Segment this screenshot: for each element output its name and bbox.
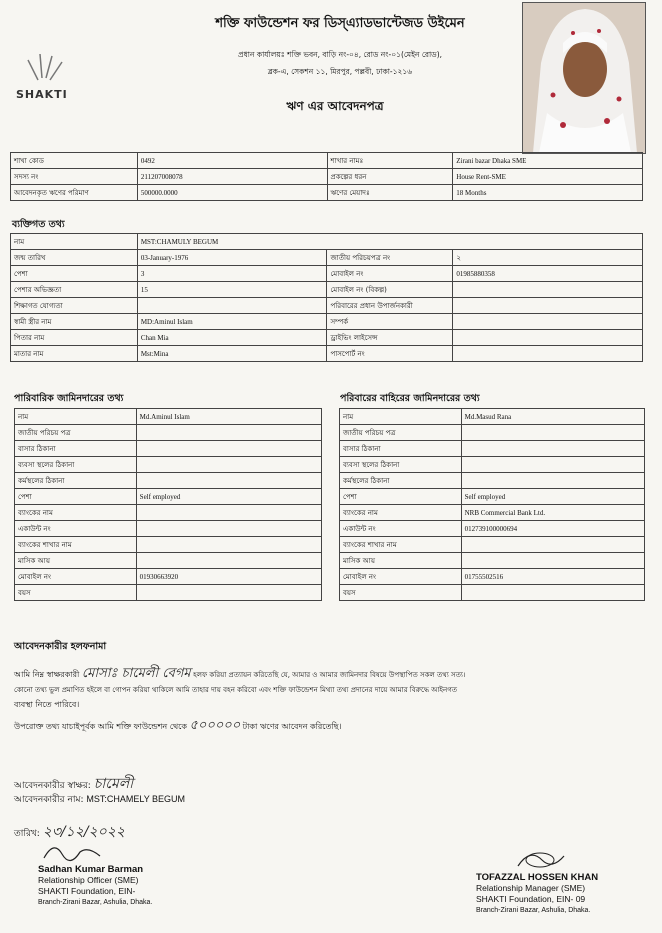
applicant-name-footer: MST:CHAMELY BEGUM: [86, 794, 186, 804]
officer-left-branch: Branch-Zirani Bazar, Ashulia, Dhaka.: [38, 899, 153, 906]
officer-left-stamp: [38, 864, 152, 908]
alt-mobile-label: মোবাইল নং (বিকল্প): [327, 282, 453, 298]
og-label: মোবাইল নং: [340, 569, 462, 585]
driving-license-label: ড্রাইভিং লাইসেন্স: [327, 330, 453, 346]
education-value: [137, 298, 327, 314]
table-row: [340, 409, 645, 425]
fg-value: Self employed: [136, 489, 321, 505]
officer-right-stamp: [476, 872, 598, 916]
fg-value: [136, 457, 321, 473]
affidavit-line-2: কোনো তথ্য ভুল প্রমাণিত হইলে বা গোপন করিয়া থাকিলে আমি তাহার দায় বহন করিবো এবং শক্তি ফাউন্ডেশন মিথ্যা তথ্য প্রদানের দায়ে আমার বিরুদ্ধে আইনগত: [14, 686, 458, 694]
table-row: [11, 282, 643, 298]
experience-value: 15: [137, 282, 327, 298]
family-guarantor-table: [14, 408, 322, 601]
handwritten-name: মোসাঃ চামেলী বেগম: [81, 666, 191, 681]
table-row: [340, 489, 645, 505]
og-label: মাসিক আয়: [340, 553, 462, 569]
officer-right-branch: Branch-Zirani Bazar, Ashulia, Dhaka.: [476, 907, 591, 914]
applicant-name-label: নাম: [11, 234, 138, 250]
passport-label: পাসপোর্ট নং: [327, 346, 453, 362]
og-label: পেশা: [340, 489, 462, 505]
table-row: [340, 553, 645, 569]
table-row: [11, 314, 643, 330]
fg-label: কর্মস্থলের ঠিকানা: [15, 473, 137, 489]
table-row: [11, 346, 643, 362]
og-value: 012739100000694: [461, 521, 644, 537]
fg-label: ব্যাংকের নাম: [15, 505, 137, 521]
table-row: [15, 569, 322, 585]
applicant-name-label-footer: আবেদনকারীর নাম:: [14, 795, 84, 805]
og-value: [461, 537, 644, 553]
spouse-name-label: স্বামী স্ত্রীর নাম: [11, 314, 138, 330]
alt-mobile-value: [453, 282, 643, 298]
og-label: ব্যাংকের নাম: [340, 505, 462, 521]
officer-left-org: SHAKTI Foundation, EIN-: [38, 886, 136, 896]
officer-right-name: TOFAZZAL HOSSEN KHAN: [476, 872, 599, 883]
father-name-value: Chan Mia: [137, 330, 327, 346]
loan-amount-label: আবেদনকৃত ঋণের পরিমাণ: [11, 185, 138, 201]
affidavit-line-1: [14, 664, 654, 685]
fg-value: [136, 521, 321, 537]
table-row: [340, 425, 645, 441]
nid-label: জাতীয় পরিচয়পত্র নং: [327, 250, 453, 266]
relation-label: সম্পর্ক: [327, 314, 453, 330]
mother-name-label: মাতার নাম: [11, 346, 138, 362]
officer-left-title: Relationship Officer (SME): [38, 875, 139, 885]
table-row: [15, 489, 322, 505]
table-row: [11, 185, 643, 201]
officer-right-org-tail: 09: [575, 894, 586, 904]
officer-left-name: Sadhan Kumar Barman: [38, 864, 144, 875]
loan-duration-value: 18 Months: [453, 185, 643, 201]
og-label: ব্যবসা স্থলের ঠিকানা: [340, 457, 462, 473]
fg-value: [136, 505, 321, 521]
organization-name: শক্তি ফাউন্ডেশন ফর ডিস্‌এ্যাডভান্টেজড উইমেন: [215, 16, 465, 31]
officer-left-signature-icon: [40, 836, 110, 866]
table-row: [340, 441, 645, 457]
table-row: [11, 250, 643, 266]
table-row: [15, 473, 322, 489]
affidavit-line-3: ব্যবস্থা নিতে পারিবে।: [14, 700, 80, 709]
fg-label: নাম: [15, 409, 137, 425]
occupation-value: 3: [137, 266, 327, 282]
og-value: [461, 425, 644, 441]
fg-value: Md.Aminul Islam: [136, 409, 321, 425]
affidavit-text: হলফ করিয়া প্রত্যায়ন করিতেছি যে, আমার ও আমার জামিনদার বিষয়ে উপস্থাপিত সকল তথ্য সত্য।: [193, 671, 466, 679]
date-label: তারিখ:: [14, 829, 40, 839]
fg-label: একাউন্ট নং: [15, 521, 137, 537]
table-row: [340, 569, 645, 585]
og-value: NRB Commercial Bank Ltd.: [461, 505, 644, 521]
address-line-2: ব্লক-এ, সেকশন ১১, মিরপুর, পল্লবী, ঢাকা-১২১৬: [267, 67, 413, 76]
spouse-name-value: MD:Aminul Islam: [137, 314, 327, 330]
table-row: [15, 425, 322, 441]
mother-name-value: Mst:Mina: [137, 346, 327, 362]
og-label: জাতীয় পরিচয় পত্র: [340, 425, 462, 441]
fg-value: 01930663920: [136, 569, 321, 585]
branch-name-value: Zirani bazar Dhaka SME: [453, 153, 643, 169]
og-label: বয়স: [340, 585, 462, 601]
table-row: [15, 521, 322, 537]
dob-value: 03-January-1976: [137, 250, 327, 266]
og-value: [461, 441, 644, 457]
occupation-label: পেশা: [11, 266, 138, 282]
table-row: [15, 457, 322, 473]
table-row: [11, 234, 643, 250]
father-name-label: পিতার নাম: [11, 330, 138, 346]
nid-value: ২: [453, 250, 643, 266]
table-row: [15, 409, 322, 425]
table-row: [15, 537, 322, 553]
table-row: [11, 298, 643, 314]
og-value: [461, 585, 644, 601]
table-row: [15, 441, 322, 457]
og-label: বাসার ঠিকানা: [340, 441, 462, 457]
branch-code-value: 0492: [137, 153, 327, 169]
handwritten-amount: ৫০০০০০: [189, 718, 241, 733]
loan-duration-label: ঋণের মেয়াদঃ: [327, 185, 453, 201]
fg-value: [136, 425, 321, 441]
og-value: Md.Masud Rana: [461, 409, 644, 425]
officer-right-title: Relationship Manager (SME): [476, 883, 586, 893]
experience-label: পেশার অভিজ্ঞতা: [11, 282, 138, 298]
affidavit-line-4: [14, 716, 342, 737]
fg-value: [136, 553, 321, 569]
og-label: কর্মস্থলের ঠিকানা: [340, 473, 462, 489]
applicant-portrait-icon: [523, 3, 645, 153]
branch-code-label: শাখা কোড: [11, 153, 138, 169]
fg-label: বাসার ঠিকানা: [15, 441, 137, 457]
applicant-signature: চামেলী: [93, 776, 134, 792]
passport-value: [453, 346, 643, 362]
loan-amount-value: 500000.0000: [137, 185, 327, 201]
applicant-photo: [522, 2, 646, 154]
outside-guarantor-table: [339, 408, 645, 601]
fg-value: [136, 473, 321, 489]
affidavit-heading: আবেদনকারীর হলফনামা: [14, 641, 107, 652]
fg-value: [136, 441, 321, 457]
table-row: [340, 505, 645, 521]
table-row: [340, 537, 645, 553]
main-earner-value: [453, 298, 643, 314]
og-label: নাম: [340, 409, 462, 425]
dob-label: জন্ম তারিখ: [11, 250, 138, 266]
personal-info-table: [10, 233, 643, 362]
affidavit-text: আমি নিম্ন স্বাক্ষরকারী: [14, 670, 80, 679]
officer-right-org-row: [476, 894, 598, 905]
affidavit-text: উপরোক্ত তথ্য যাচাইপূর্বক আমি শক্তি ফাউন্ডেশন থেকে: [14, 722, 187, 731]
fg-label: মাসিক আয়: [15, 553, 137, 569]
signature-label: আবেদনকারীর স্বাক্ষর:: [14, 781, 91, 791]
member-no-label: সদস্য নং: [11, 169, 138, 185]
affidavit-text: টাকা ঋণের আবেদন করিতেছি।: [242, 722, 342, 731]
og-value: Self employed: [461, 489, 644, 505]
outside-guarantor-heading: পরিবারের বাহিরের জামিনদারের তথ্য: [340, 393, 480, 404]
mobile-value: 01985880358: [453, 266, 643, 282]
og-value: 01755502516: [461, 569, 644, 585]
personal-info-heading: ব্যক্তিগত তথ্য: [12, 219, 65, 230]
driving-license-value: [453, 330, 643, 346]
mobile-label: মোবাইল নং: [327, 266, 453, 282]
education-label: শিক্ষাগত যোগ্যতা: [11, 298, 138, 314]
project-type-value: House Rent-SME: [453, 169, 643, 185]
logo-text: SHAKTI: [16, 88, 68, 101]
family-guarantor-heading: পারিবারিক জামিনদারের তথ্য: [14, 393, 124, 404]
fg-label: ব্যবসা স্থলের ঠিকানা: [15, 457, 137, 473]
table-row: [340, 473, 645, 489]
table-row: [11, 266, 643, 282]
handwritten-date: ২৩/১২/২০২২: [42, 824, 125, 840]
og-label: একাউন্ট নং: [340, 521, 462, 537]
table-row: [11, 169, 643, 185]
fg-label: পেশা: [15, 489, 137, 505]
member-no-value: 211207008078: [137, 169, 327, 185]
table-row: [15, 553, 322, 569]
table-row: [340, 585, 645, 601]
og-value: [461, 473, 644, 489]
fg-label: বয়স: [15, 585, 137, 601]
og-value: [461, 553, 644, 569]
loan-info-table: [10, 152, 643, 201]
table-row: [15, 585, 322, 601]
og-label: ব্যাংকের শাখার নাম: [340, 537, 462, 553]
fg-label: মোবাইল নং: [15, 569, 137, 585]
relation-value: [453, 314, 643, 330]
branch-name-label: শাখার নামঃ: [327, 153, 453, 169]
form-title: ঋণ এর আবেদনপত্র: [286, 99, 384, 113]
main-earner-label: পরিবারের প্রধান উপার্জনকারী: [327, 298, 453, 314]
table-row: [340, 521, 645, 537]
og-value: [461, 457, 644, 473]
table-row: [15, 505, 322, 521]
applicant-name-value: MST:CHAMULY BEGUM: [137, 234, 642, 250]
fg-value: [136, 585, 321, 601]
table-row: [340, 457, 645, 473]
table-row: [11, 153, 643, 169]
fg-label: ব্যাংকের শাখার নাম: [15, 537, 137, 553]
applicant-name-row: [14, 792, 185, 807]
address-line-1: প্রধান কার্যালয়ঃ শক্তি ভবন, বাড়ি নং-০৪, রোড নং-০১(মেইন রোড),: [237, 50, 443, 59]
fg-value: [136, 537, 321, 553]
fg-label: জাতীয় পরিচয় পত্র: [15, 425, 137, 441]
table-row: [11, 330, 643, 346]
officer-right-org: SHAKTI Foundation, EIN-: [476, 894, 574, 904]
project-type-label: প্রকল্পের ধরন: [327, 169, 453, 185]
